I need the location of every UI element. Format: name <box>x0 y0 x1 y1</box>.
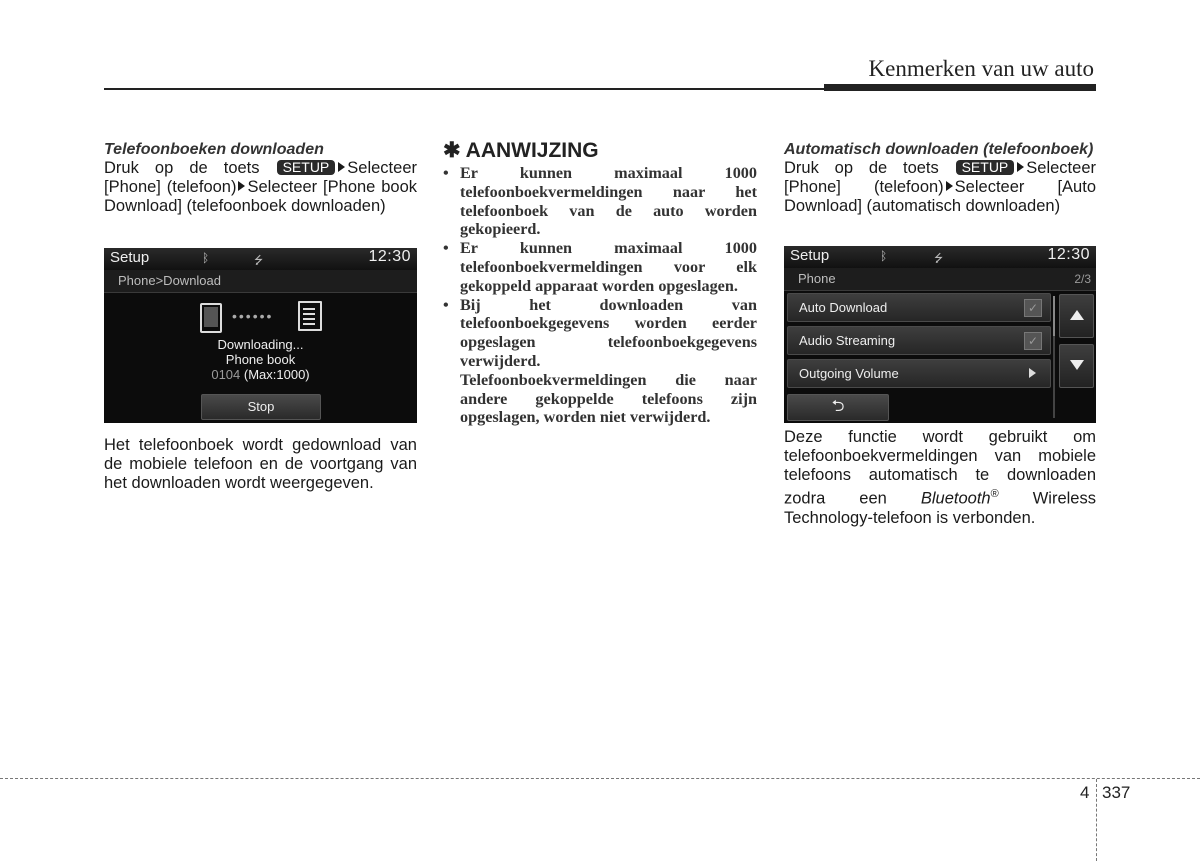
status-phonebook: Phone book <box>225 352 296 367</box>
bluetooth-icon: ᛒ <box>880 249 888 263</box>
instruction-text: Druk op de toets <box>784 159 939 177</box>
note-list <box>443 164 757 427</box>
checkbox-checked-icon[interactable]: ✓ <box>1024 332 1042 350</box>
column-phonebook-download <box>104 140 417 216</box>
page-indicator: 2/3 <box>1074 272 1091 286</box>
screen-title: Setup <box>110 249 150 266</box>
scroll-up-button[interactable] <box>1059 294 1094 338</box>
column-auto-download <box>784 140 1096 216</box>
note-extra-text: Telefoonboekvermeldingen die naar andere gekoppelde telefoons zijn opgeslagen, worden niet verwijderd. <box>460 370 757 427</box>
instruction-text: Selecteer [Phone] (telefoon) <box>784 159 1096 196</box>
footer-divider <box>1096 779 1097 861</box>
note-item <box>443 296 757 371</box>
instruction-paragraph <box>784 159 1096 216</box>
download-screen <box>104 248 417 423</box>
arrow-right-icon <box>946 181 953 191</box>
breadcrumb: Phone <box>798 271 836 286</box>
progress-dots-icon: •••••• <box>232 308 274 324</box>
instruction-text: Selecteer [Phone] (telefoon) <box>104 159 417 196</box>
arrow-right-icon <box>238 181 245 191</box>
note-item <box>443 239 757 295</box>
registered-mark: ® <box>990 488 999 500</box>
option-label: Auto Download <box>799 300 888 315</box>
back-button[interactable] <box>787 394 889 421</box>
phonebook-document-icon <box>298 301 322 331</box>
header-rule-accent <box>824 84 1096 91</box>
arrow-down-icon <box>1070 360 1084 370</box>
option-audio-streaming[interactable] <box>787 326 1051 355</box>
screen-clock: 12:30 <box>368 248 411 265</box>
chapter-number: 4 <box>1080 783 1090 802</box>
auto-download-screen <box>784 246 1096 423</box>
usb-icon: ⭍ <box>934 253 944 265</box>
bluetooth-brand: Bluetooth <box>920 489 991 508</box>
bullet-icon: • <box>443 164 449 182</box>
bluetooth-icon: ᛒ <box>202 251 210 265</box>
page-number: 337 <box>1102 783 1131 802</box>
breadcrumb-bar <box>784 268 1096 291</box>
screen2-caption <box>784 428 1096 528</box>
back-arrow-icon: ⮌ <box>831 398 845 415</box>
instruction-text: Selecteer [Auto Download] (automatisch downloaden) <box>784 178 1096 215</box>
breadcrumb: Phone>Download <box>118 273 221 288</box>
arrow-right-icon <box>1017 162 1024 172</box>
note-item-text: Er kunnen maximaal 1000 telefoonboekvermeldingen naar het telefoonboek van de auto worden gekopieerd. <box>460 164 757 239</box>
screen-status-bar <box>784 246 1096 268</box>
caption-text-part: Wireless Technology-telefoon is verbonden. <box>784 489 1096 527</box>
option-outgoing-volume[interactable] <box>787 359 1051 388</box>
option-auto-download[interactable] <box>787 293 1051 322</box>
section-heading: Telefoonboeken downloaden <box>104 141 324 158</box>
bullet-icon: • <box>443 239 449 258</box>
arrow-up-icon <box>1070 310 1084 320</box>
option-label: Outgoing Volume <box>799 366 899 381</box>
download-count: 0104 <box>211 367 241 382</box>
breadcrumb-bar <box>104 270 417 293</box>
stop-button[interactable]: Stop <box>201 394 321 420</box>
screen-title: Setup <box>790 247 830 264</box>
header-rule <box>104 88 824 90</box>
footer-rule <box>0 778 1200 779</box>
note-box <box>443 140 757 427</box>
scrollbar-thumb[interactable] <box>1053 296 1055 336</box>
download-counter <box>104 367 417 382</box>
note-heading: ✱ AANWIJZING <box>443 139 599 162</box>
phone-icon <box>200 303 222 333</box>
screen-clock: 12:30 <box>1047 246 1090 263</box>
instruction-text: Druk op de toets <box>104 159 260 177</box>
caption-text-part: Deze functie wordt gebruikt om telefoonboekvermeldingen van mobiele telefoons automatisch te downloaden zodra een <box>784 428 1096 508</box>
section-heading: Automatisch downloaden (telefoonboek) <box>784 141 1094 158</box>
option-label: Audio Streaming <box>799 333 896 348</box>
instruction-paragraph <box>104 159 417 216</box>
checkbox-checked-icon[interactable]: ✓ <box>1024 299 1042 317</box>
status-downloading: Downloading... <box>217 337 304 352</box>
screen-status-bar <box>104 248 417 270</box>
chevron-right-icon <box>1029 368 1036 378</box>
arrow-right-icon <box>338 162 345 172</box>
scroll-down-button[interactable] <box>1059 344 1094 388</box>
note-item <box>443 164 757 239</box>
note-item-text: Er kunnen maximaal 1000 telefoonboekvermeldingen voor elk gekoppeld apparaat worden opgeslagen. <box>460 239 757 295</box>
note-item-text: Bij het downloaden van telefoonboekgegevens worden eerder opgeslagen telefoonboekgegevens verwijderd. <box>460 295 757 370</box>
bullet-icon: • <box>443 295 449 314</box>
setup-key-badge: SETUP <box>956 160 1015 175</box>
usb-icon: ⭍ <box>254 255 264 267</box>
screen1-caption <box>104 436 417 493</box>
instruction-text: Selecteer [Phone book Download] (telefoonboek downloaden) <box>104 178 418 215</box>
caption-text <box>784 428 1096 528</box>
running-header: Kenmerken van uw auto <box>868 56 1094 81</box>
download-max: (Max:1000) <box>243 367 310 382</box>
setup-key-badge: SETUP <box>277 160 336 175</box>
caption-text: Het telefoonboek wordt gedownload van de mobiele telefoon en de voortgang van het downloaden wordt weergegeven. <box>104 436 417 492</box>
